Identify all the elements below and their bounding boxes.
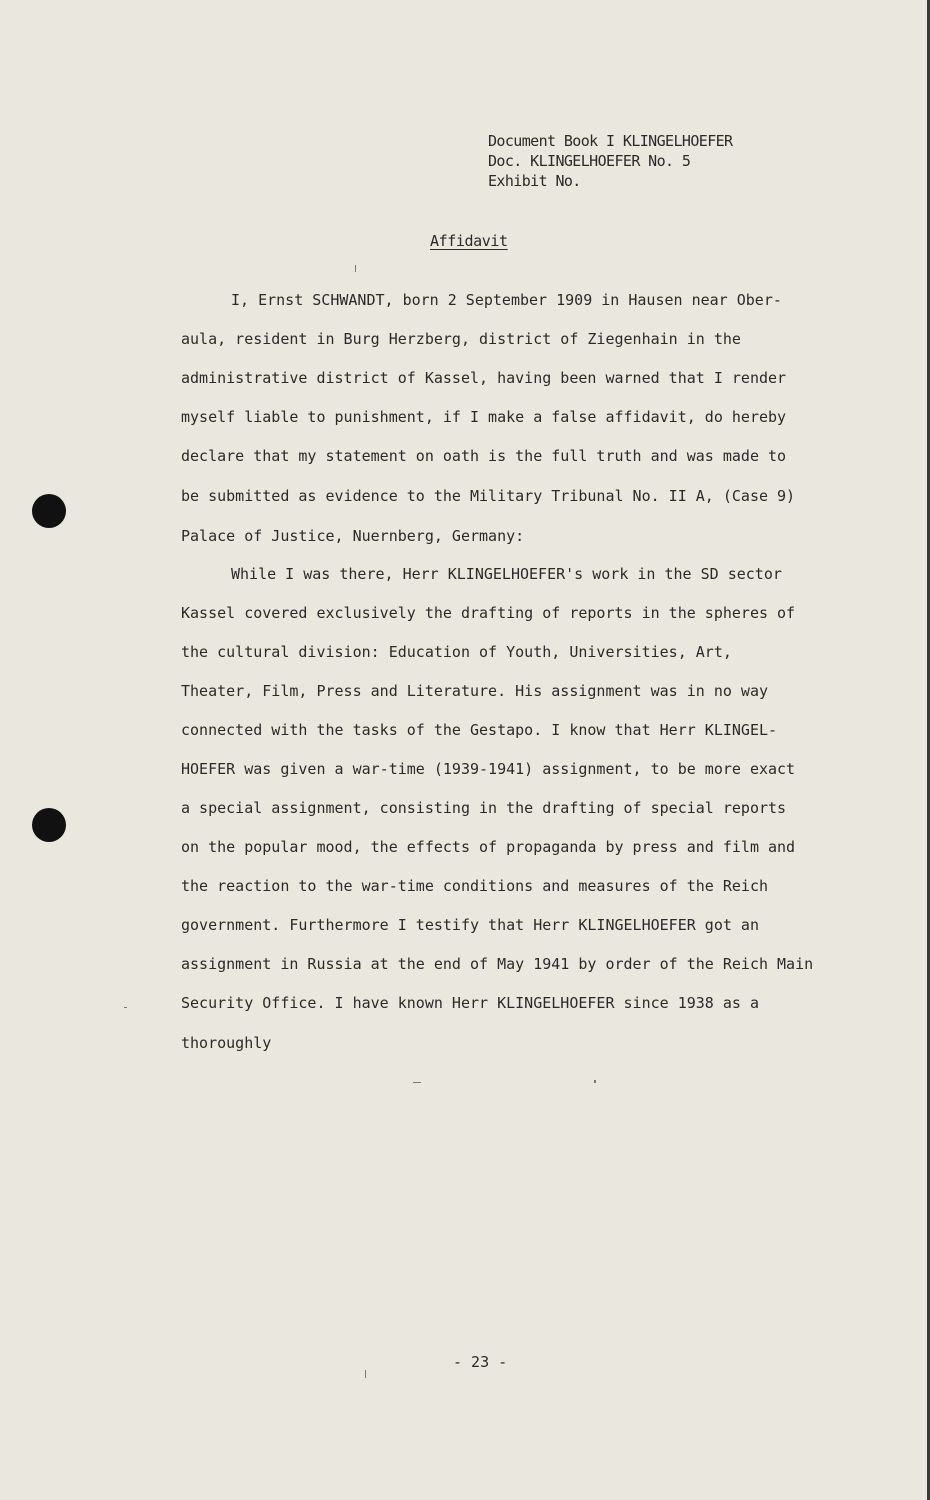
paper-speck [365,1370,366,1378]
punch-hole [32,808,66,842]
body-line: thoroughly [181,1034,272,1052]
page-number: - 23 - [453,1353,508,1371]
document-reference-header [488,131,733,191]
exhibit-number-line: Exhibit No. [488,172,581,190]
body-line: be submitted as evidence to the Military Tribunal No. II A, (Case 9) [181,487,796,505]
body-line: government. Furthermore I testify that Herr KLINGELHOEFER got an [181,916,759,934]
punch-hole [32,494,66,528]
body-line: Kassel covered exclusively the drafting of reports in the spheres of [181,604,796,622]
paper-speck [355,265,356,272]
body-line: Security Office. I have known Herr KLINGELHOEFER since 1938 as a [181,994,759,1012]
body-line: declare that my statement on oath is the full truth and was made to [181,447,787,465]
body-line: I, Ernst SCHWANDT, born 2 September 1909 in Hausen near Ober- [231,291,782,309]
body-line: on the popular mood, the effects of propaganda by press and film and [181,838,796,856]
body-line: administrative district of Kassel, having been warned that I render [181,369,787,387]
body-line: myself liable to punishment, if I make a false affidavit, do hereby [181,408,787,426]
body-line: the cultural division: Education of Youth, Universities, Art, [181,643,732,661]
document-book-line: Document Book I KLINGELHOEFER [488,132,733,150]
body-line: a special assignment, consisting in the drafting of special reports [181,799,787,817]
body-line: Theater, Film, Press and Literature. His assignment was in no way [181,682,768,700]
body-line: HOEFER was given a war-time (1939-1941) assignment, to be more exact [181,760,796,778]
paper-speck [124,1007,127,1008]
body-line: aula, resident in Burg Herzberg, district of Ziegenhain in the [181,330,741,348]
document-title: Affidavit [430,232,508,250]
body-line: assignment in Russia at the end of May 1941 by order of the Reich Main [181,955,814,973]
body-line: Palace of Justice, Nuernberg, Germany: [181,527,525,545]
body-line: While I was there, Herr KLINGELHOEFER's work in the SD sector [231,565,782,583]
paper-speck [413,1082,421,1083]
paper-speck [594,1080,596,1083]
body-line: connected with the tasks of the Gestapo. I know that Herr KLINGEL- [181,721,778,739]
body-line: the reaction to the war-time conditions and measures of the Reich [181,877,768,895]
document-number-line: Doc. KLINGELHOEFER No. 5 [488,152,691,170]
